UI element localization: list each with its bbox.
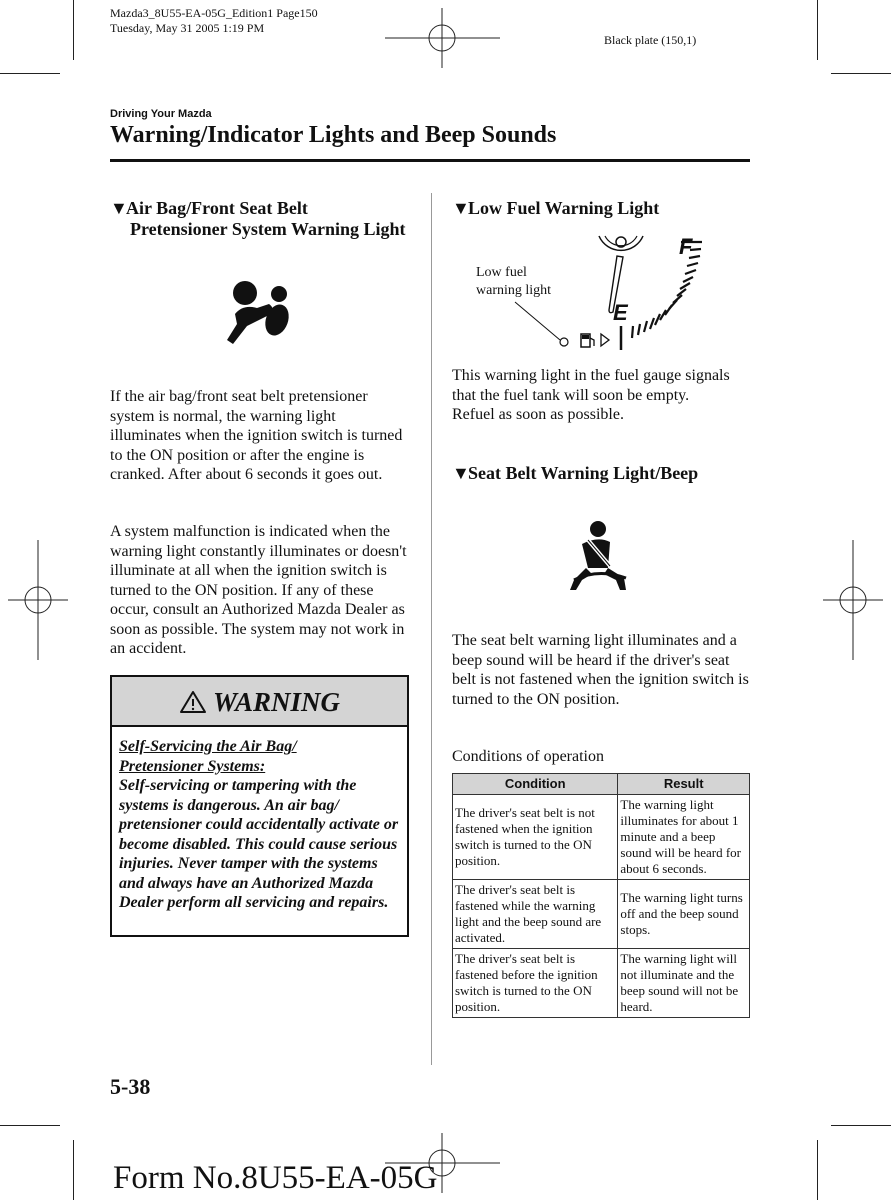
section-label: Driving Your Mazda — [110, 108, 212, 120]
table-cell: The driver's seat belt is not fastened when the ignition switch is turned to the ON position. — [453, 795, 618, 880]
warning-box — [110, 675, 409, 937]
fuel-text-line2: Refuel as soon as possible. — [452, 406, 624, 423]
table-header-cell: Condition — [453, 774, 618, 795]
crop-mark — [0, 73, 60, 74]
table-header-cell: Result — [618, 774, 750, 795]
table-cell: The driver's seat belt is fastened while the warning light and the beep sound are activated. — [453, 880, 618, 949]
seatbelt-heading — [452, 463, 752, 484]
registration-mark-left — [8, 540, 68, 660]
table-cell: The warning light turns off and the beep sound stops. — [618, 880, 750, 949]
conditions-table — [452, 773, 750, 1018]
table-row — [453, 795, 750, 880]
table-cell: The warning light illuminates for about 1 minute and a beep sound will be heard for about 6 seconds. — [618, 795, 750, 880]
seatbelt-paragraph: The seat belt warning light illuminates and a beep sound will be heard if the driver's seat belt is not fastened when the ignition switch is turned to the ON position. — [452, 632, 749, 708]
print-info-line1: Mazda3_8U55-EA-05G_Edition1 Page150 — [110, 6, 318, 20]
page-number: 5-38 — [110, 1074, 151, 1099]
warning-title: WARNING — [212, 687, 341, 717]
warning-triangle-icon — [179, 690, 207, 714]
seatbelt-heading-text: Seat Belt Warning Light/Beep — [468, 463, 699, 483]
conditions-label: Conditions of operation — [452, 748, 604, 765]
fuel-heading — [452, 198, 752, 219]
plate-label: Black plate (150,1) — [604, 33, 697, 47]
warning-text: Self-servicing or tampering with the systems is dangerous. An air bag/ pretensioner could accidentally activate or become disabled. This could cause serious injuries. Never tamper with the systems and always have an Authorized Mazda Dealer perform all servicing and repairs. — [119, 777, 399, 911]
airbag-heading-line1: Air Bag/Front Seat Belt — [126, 198, 308, 218]
gauge-full-label: F — [679, 234, 693, 259]
airbag-heading — [110, 198, 420, 240]
crop-mark — [73, 0, 74, 60]
table-row — [453, 949, 750, 1018]
warning-header — [112, 677, 407, 727]
triangle-bullet-icon: ▼ — [452, 463, 470, 483]
registration-mark-right — [823, 540, 883, 660]
airbag-paragraph-2: A system malfunction is indicated when the warning light constantly illuminates or doesn't illuminate at all when the ignition switch is turned to the ON position. If any of these occur, consult an Authorized Mazda Dealer as soon as possible. The system may not work in an accident. — [110, 523, 407, 657]
warning-subtitle-line1: Self-Servicing the Air Bag/ — [119, 738, 297, 755]
crop-mark — [817, 0, 818, 60]
warning-body — [112, 727, 407, 913]
airbag-paragraph-1: If the air bag/front seat belt pretensioner system is normal, the warning light illuminates when the ignition switch is turned to the ON position or after the engine is cranked. After about 6 seconds it goes out. — [110, 388, 403, 483]
warning-subtitle-line2: Pretensioner Systems: — [119, 757, 266, 775]
table-row — [453, 880, 750, 949]
fuel-callout-line2: warning light — [476, 283, 552, 298]
table-cell: The warning light will not illuminate and the beep sound will not be heard. — [618, 949, 750, 1018]
fuel-callout-line1: Low fuel — [476, 265, 527, 280]
gauge-empty-label: E — [613, 300, 628, 325]
crop-mark — [0, 1125, 60, 1126]
triangle-bullet-icon: ▼ — [110, 198, 128, 218]
fuel-gauge-illustration — [505, 230, 735, 355]
registration-mark-top — [385, 8, 500, 68]
print-info-line2: Tuesday, May 31 2005 1:19 PM — [110, 21, 265, 35]
crop-mark — [73, 1140, 74, 1200]
airbag-warning-icon — [225, 278, 293, 348]
page-title: Warning/Indicator Lights and Beep Sounds — [110, 122, 557, 148]
fuel-paragraph — [452, 366, 750, 425]
fuel-heading-text: Low Fuel Warning Light — [468, 198, 660, 218]
fuel-text-line1: This warning light in the fuel gauge signals that the fuel tank will soon be empty. — [452, 367, 730, 404]
print-info — [110, 6, 318, 36]
airbag-heading-line2: Pretensioner System Warning Light — [130, 219, 406, 239]
table-cell: The driver's seat belt is fastened before the ignition switch is turned to the ON position. — [453, 949, 618, 1018]
form-number: Form No.8U55-EA-05G — [113, 1160, 438, 1196]
title-rule — [110, 159, 750, 162]
seatbelt-warning-icon — [568, 520, 630, 592]
table-header-row — [453, 774, 750, 795]
column-divider — [431, 193, 432, 1065]
crop-mark — [817, 1140, 818, 1200]
triangle-bullet-icon: ▼ — [452, 198, 470, 218]
crop-mark — [831, 73, 891, 74]
crop-mark — [831, 1125, 891, 1126]
